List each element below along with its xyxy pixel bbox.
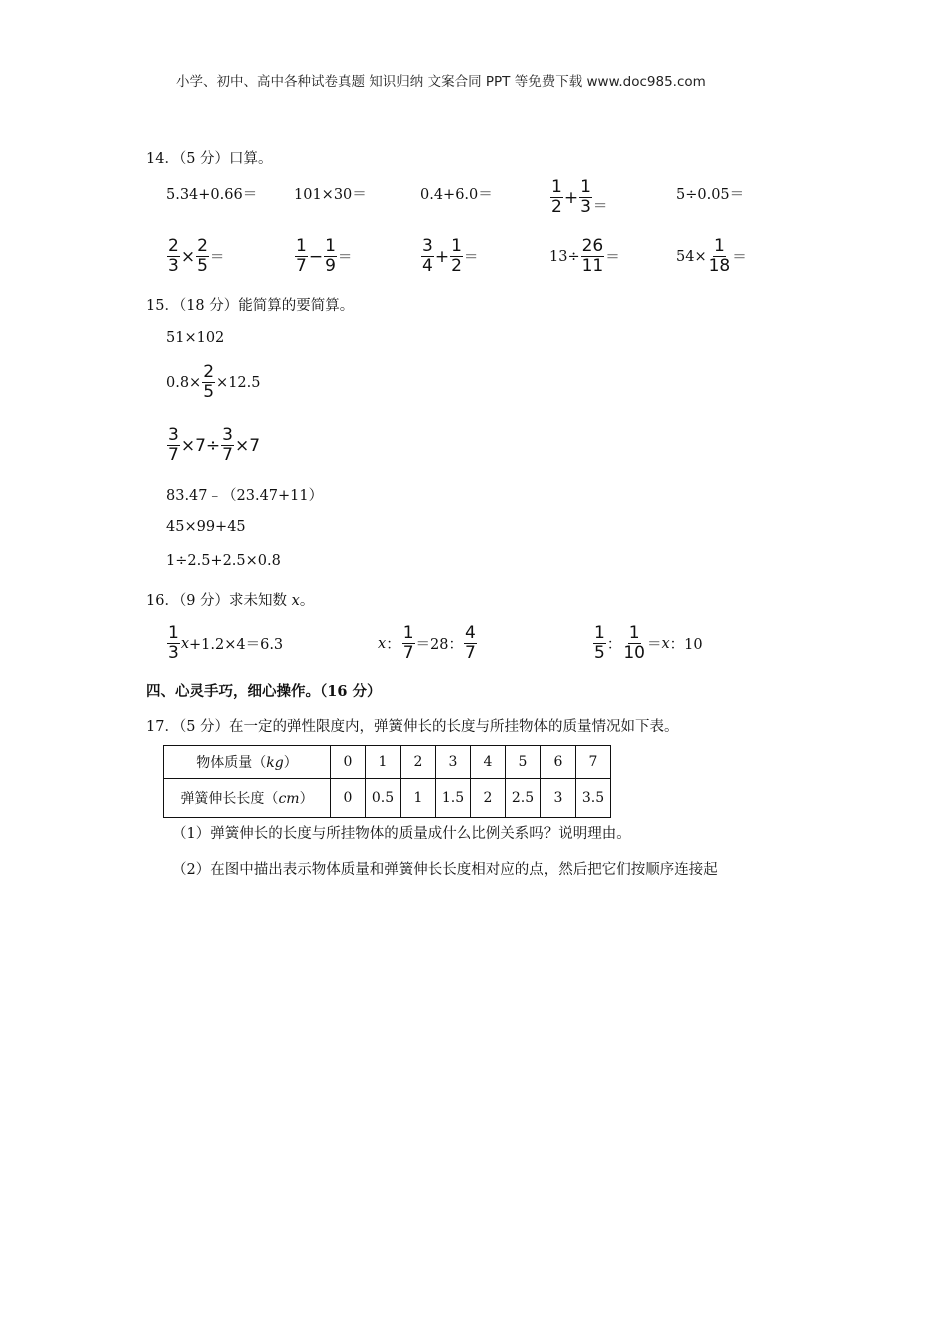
table-cell: 4 bbox=[471, 746, 506, 779]
table-cell: 2 bbox=[471, 779, 506, 818]
q14-item-7: $\frac{1}{7}$ − $\frac{1}{9}$ ＝ bbox=[296, 236, 353, 276]
table-cell: 3 bbox=[436, 746, 471, 779]
q14-item-3: 0.4+6.0＝ bbox=[420, 187, 493, 203]
q15-expr-6: 1÷2.5+2.5×0.8 bbox=[166, 553, 281, 569]
page-header: 小学、初中、高中各种试卷真题 知识归纳 文案合同 PPT 等免费下载 www.doc985.com bbox=[176, 74, 706, 90]
table-cell: 6 bbox=[541, 746, 576, 779]
q17-subquestion-2: （2）在图中描出表示物体质量和弹簧伸长长度相对应的点，然后把它们按顺序连接起 bbox=[172, 862, 718, 878]
table-cell: 3 bbox=[541, 779, 576, 818]
q16-title: 16．（9 分）求未知数 x。 bbox=[146, 593, 315, 609]
table-row-mass bbox=[164, 746, 611, 779]
q15-title: 15．（18 分）能简算的要简算。 bbox=[146, 298, 355, 314]
q16-equation-1: $\frac{1}{3}$ x +1.2×4＝6.3 bbox=[168, 623, 284, 663]
spring-data-table bbox=[163, 745, 611, 818]
table-cell: 0 bbox=[331, 779, 366, 818]
table-cell: 1 bbox=[366, 746, 401, 779]
q14-item-6: $\frac{2}{3}$ × $\frac{2}{5}$ ＝ bbox=[168, 236, 225, 276]
table-cell: 0.5 bbox=[366, 779, 401, 818]
q14-item-2: 101×30＝ bbox=[294, 187, 367, 203]
table-cell: 5 bbox=[506, 746, 541, 779]
table-cell: 2.5 bbox=[506, 779, 541, 818]
q14-title: 14．（5 分）口算。 bbox=[146, 151, 273, 167]
q16-equation-2: x ： $\frac{1}{7}$ ＝28： $\frac{4}{7}$ bbox=[378, 623, 476, 663]
q15-expr-4: 83.47﹣（23.47+11） bbox=[166, 488, 324, 504]
table-cell: 1 bbox=[401, 779, 436, 818]
q15-expr-5: 45×99+45 bbox=[166, 519, 246, 535]
q15-expr-3: $\frac{3}{7}$ ×7÷ $\frac{3}{7}$ ×7 bbox=[168, 425, 261, 465]
table-cell: 7 bbox=[576, 746, 611, 779]
q14-item-1: 5.34+0.66＝ bbox=[166, 187, 258, 203]
section-4-heading: 四、心灵手巧，细心操作。（16 分） bbox=[146, 683, 382, 700]
table-cell: 1.5 bbox=[436, 779, 471, 818]
q16-equation-3: $\frac{1}{5}$ ： $\frac{1}{10}$ ＝ x ：10 bbox=[594, 623, 703, 663]
table-cell: 3.5 bbox=[576, 779, 611, 818]
q14-item-8: $\frac{3}{4}$ + $\frac{1}{2}$ ＝ bbox=[422, 236, 479, 276]
q14-item-4: $\frac{1}{2}$ + $\frac{1}{3}$ ＝ bbox=[551, 177, 608, 217]
q14-item-9: 13÷ $\frac{26}{11}$ ＝ bbox=[549, 236, 620, 276]
q17-title: 17．（5 分）在一定的弹性限度内，弹簧伸长的长度与所挂物体的质量情况如下表。 bbox=[146, 719, 679, 735]
q15-expr-1: 51×102 bbox=[166, 330, 225, 346]
table-header-mass: 物体质量（kg） bbox=[164, 746, 331, 779]
table-header-length: 弹簧伸长长度（cm） bbox=[164, 779, 331, 818]
q17-subquestion-1: （1）弹簧伸长的长度与所挂物体的质量成什么比例关系吗？说明理由。 bbox=[172, 826, 631, 842]
table-row-length bbox=[164, 779, 611, 818]
q14-item-5: 5÷0.05＝ bbox=[676, 187, 745, 203]
table-cell: 0 bbox=[331, 746, 366, 779]
q15-expr-2: 0.8× $\frac{2}{5}$ ×12.5 bbox=[166, 362, 261, 402]
table-cell: 2 bbox=[401, 746, 436, 779]
q14-item-10: 54× $\frac{1}{18}$ ＝ bbox=[676, 236, 747, 276]
